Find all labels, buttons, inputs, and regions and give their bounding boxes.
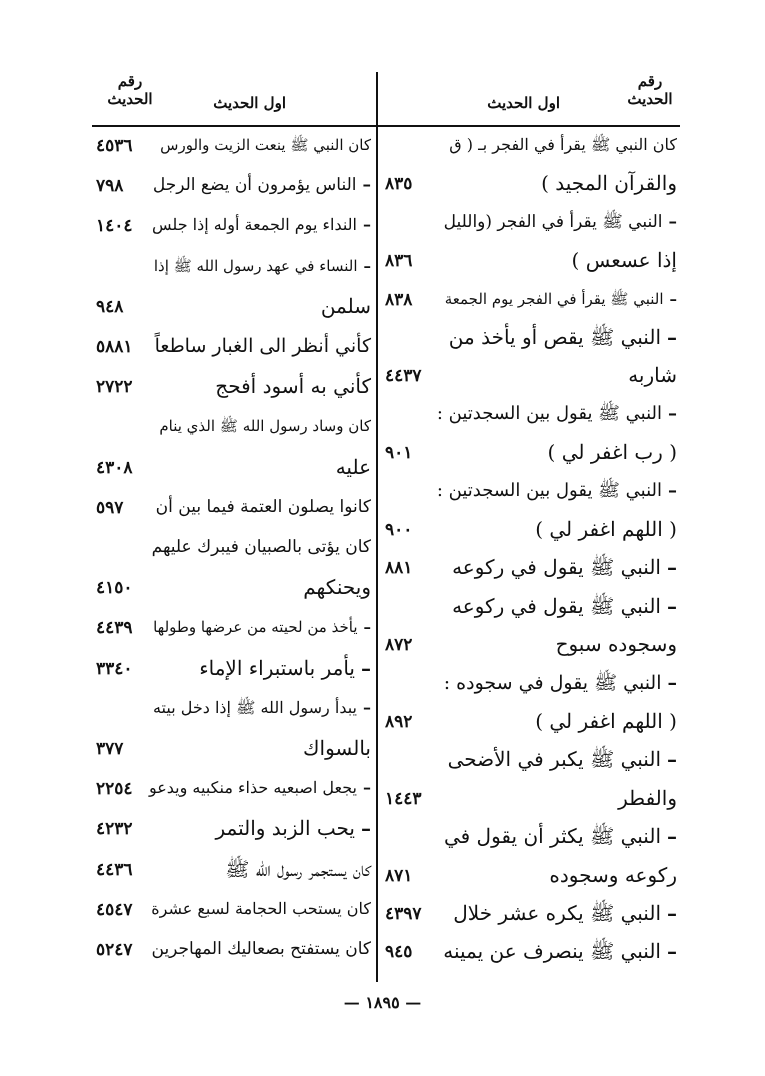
- page-number: — ١٨٩٥ —: [343, 993, 422, 1012]
- hadith-opening: [449, 322, 677, 352]
- hadith-opening: [444, 821, 677, 851]
- hadith-number: ١٤٤٣: [385, 788, 422, 809]
- hadith-number: ٤٤٣٦: [96, 859, 133, 880]
- hadith-opening: [445, 284, 677, 314]
- hadith-opening: [153, 170, 371, 200]
- hadith-opening: [215, 371, 371, 401]
- hadith-text: النبي ﷺ يقرأ في الفجر (والليل: [443, 211, 663, 232]
- index-entry: [96, 128, 371, 164]
- hadith-text: النبي ﷺ يقول بين السجدتين :: [436, 402, 662, 424]
- index-entry: [385, 934, 677, 970]
- index-entry: [385, 282, 677, 318]
- hadith-text: النبي ﷺ يقول في سجوده :: [443, 671, 662, 694]
- hadith-text: النداء يوم الجمعة أوله إذا جلس: [152, 215, 357, 235]
- hadith-opening: [303, 733, 371, 763]
- hadith-opening: [628, 360, 677, 390]
- header-rule: [92, 125, 680, 127]
- hadith-opening: [160, 130, 371, 160]
- hadith-opening: [444, 207, 677, 237]
- index-entry: [96, 651, 371, 687]
- hadith-number: ٤١٥٠: [96, 578, 133, 599]
- hadith-number: ٥٩٧: [96, 497, 124, 518]
- index-entry: [385, 819, 677, 855]
- hadith-opening: [155, 331, 371, 361]
- right-number-header: [620, 72, 680, 108]
- hadith-number: ١٤٠٤: [96, 216, 133, 237]
- hadith-opening: [437, 476, 677, 506]
- hadith-number: ٢٢٥٤: [96, 779, 133, 800]
- hadith-opening: [321, 291, 371, 321]
- repeat-dash: –: [667, 555, 677, 580]
- repeat-dash: –: [668, 479, 677, 501]
- hadith-text: كان يؤتى بالصبيان فيبرك عليهم: [151, 537, 371, 557]
- hadith-opening: [159, 411, 371, 441]
- hadith-opening: [618, 783, 677, 813]
- left-number-header: [100, 72, 160, 108]
- hadith-number: ٨٣٨: [385, 289, 413, 310]
- number-header-line1: رقم: [117, 72, 143, 90]
- hadith-text: ( اللهم اغفر لي ): [535, 709, 677, 733]
- hadith-number: ٨٧١: [385, 865, 413, 886]
- index-entry: [96, 932, 371, 968]
- hadith-text: النبي ﷺ يقول بين السجدتين :: [436, 479, 662, 501]
- hadith-opening: [151, 894, 371, 924]
- index-entry: [385, 397, 677, 433]
- hadith-text: يحب الزبد والتمر: [215, 816, 355, 841]
- hadith-number: ٤٣٠٨: [96, 457, 133, 478]
- hadith-number: ٤٥٤٧: [96, 899, 133, 920]
- hadith-opening: [535, 514, 677, 544]
- repeat-dash: –: [667, 747, 677, 772]
- column-divider: [376, 72, 378, 982]
- repeat-dash: –: [667, 824, 677, 849]
- hadith-text: كان النبي ﷺ ينعت الزيت والورس: [160, 136, 371, 154]
- index-entry: [385, 704, 677, 740]
- repeat-dash: –: [362, 175, 371, 196]
- index-entry: [385, 781, 677, 817]
- index-entry: [96, 289, 371, 325]
- repeat-dash: –: [667, 671, 677, 694]
- hadith-opening: [152, 532, 371, 562]
- hadith-text: يجعل اصبعيه حذاء منكبيه ويدعو: [148, 778, 357, 798]
- hadith-number: ٩٠٠: [385, 520, 413, 540]
- hadith-opening: [152, 934, 372, 964]
- hadith-opening: [149, 773, 371, 803]
- index-entry: [96, 490, 371, 526]
- hadith-text: النبي ﷺ يقول في ركوعه: [452, 593, 661, 618]
- hadith-opening: [156, 492, 371, 522]
- hadith-text: كان يستفتح بصعاليك المهاجرين: [151, 939, 371, 959]
- repeat-dash: –: [363, 256, 371, 275]
- hadith-number: ٤٤٣٧: [385, 366, 422, 387]
- hadith-text: ( اللهم اغفر لي ): [535, 517, 677, 541]
- hadith-number: ٨٣٦: [385, 251, 413, 272]
- hadith-opening: [448, 744, 677, 774]
- hadith-number: ٥٨٨١: [96, 337, 133, 357]
- hadith-opening: [154, 251, 371, 281]
- hadith-opening: [548, 437, 677, 467]
- hadith-number: ٧٩٨: [96, 176, 124, 197]
- hadith-text: كأني به أسود أفحج: [215, 374, 371, 399]
- hadith-number: ٤٣٩٧: [385, 904, 422, 924]
- hadith-text: كان وساد رسول الله ﷺ الذي ينام: [159, 417, 371, 436]
- repeat-dash: –: [363, 778, 371, 798]
- hadith-opening: [549, 860, 677, 890]
- hadith-opening: [443, 936, 677, 966]
- hadith-text: كأني أنظر الى الغبار ساطعاً: [154, 335, 371, 357]
- left-first-header: اول الحديث: [213, 94, 286, 112]
- hadith-opening: [453, 898, 677, 928]
- hadith-text: النبي ﷺ يقول في ركوعه: [452, 555, 661, 580]
- hadith-number: ٨٣٥: [385, 174, 413, 195]
- hadith-text: بالسواك: [303, 736, 371, 760]
- hadith-number: ٢٧٢٢: [96, 377, 133, 398]
- hadith-text: النبي ﷺ ينصرف عن يمينه: [443, 939, 661, 964]
- hadith-text: يأمر باستبراء الإماء: [199, 655, 355, 680]
- repeat-dash: –: [667, 593, 677, 618]
- hadith-text: النبي ﷺ يقص أو يأخذ من: [448, 325, 661, 349]
- hadith-opening: [449, 130, 677, 160]
- index-entry: [385, 166, 677, 202]
- index-entry: [385, 666, 677, 702]
- index-entry: [96, 610, 371, 646]
- hadith-text: سلمن: [320, 293, 371, 318]
- hadith-opening: [199, 653, 371, 683]
- index-entry: [385, 742, 677, 778]
- hadith-text: النبي ﷺ يكثر أن يقول في: [443, 824, 661, 849]
- hadith-text: النبي ﷺ يكره عشر خلال: [453, 901, 661, 925]
- hadith-opening: [215, 813, 371, 843]
- hadith-text: شاربه: [628, 363, 677, 388]
- hadith-opening: [452, 552, 677, 582]
- hadith-text: والقرآن المجيد ): [541, 171, 677, 196]
- hadith-number: ٩٤٥: [385, 942, 413, 963]
- index-entry: [96, 369, 371, 405]
- repeat-dash: –: [669, 289, 677, 308]
- index-entry: [385, 320, 677, 356]
- hadith-opening: [437, 399, 677, 429]
- repeat-dash: –: [361, 816, 371, 841]
- index-entry: [385, 589, 677, 625]
- index-entry: [385, 627, 677, 663]
- index-entry: [96, 208, 371, 244]
- hadith-text: الناس يؤمرون أن يضع الرجل: [152, 175, 357, 196]
- hadith-opening: [225, 854, 371, 884]
- index-entry: [96, 691, 371, 727]
- index-entry: [385, 435, 677, 471]
- number-header-line2: الحديث: [627, 90, 673, 108]
- hadith-text: النبي ﷺ يقرأ في الفجر يوم الجمعة: [444, 289, 664, 308]
- hadith-text: ( رب اغفر لي ): [547, 440, 677, 465]
- repeat-dash: –: [668, 402, 677, 424]
- hadith-number: ٤٤٣٩: [96, 618, 133, 639]
- hadith-opening: [152, 210, 371, 240]
- hadith-opening: [452, 591, 677, 621]
- hadith-opening: [541, 168, 677, 198]
- repeat-dash: –: [363, 697, 371, 717]
- index-entry: [385, 474, 677, 510]
- hadith-opening: [556, 629, 677, 659]
- index-entry: [96, 409, 371, 445]
- hadith-opening: [153, 612, 371, 642]
- hadith-number: ٤٢٣٢: [96, 819, 133, 840]
- repeat-dash: –: [667, 325, 677, 349]
- hadith-text: والفطر: [618, 785, 677, 810]
- index-entry: [96, 892, 371, 928]
- hadith-opening: [303, 572, 371, 602]
- index-entry: [96, 530, 371, 566]
- repeat-dash: –: [668, 211, 677, 232]
- hadith-number: ٣٧٧: [96, 739, 124, 759]
- hadith-text: كان يستحب الحجامة لسبع عشرة: [151, 898, 371, 918]
- hadith-opening: [572, 245, 677, 275]
- hadith-text: يأخذ من لحيته من عرضها وطولها: [153, 618, 358, 637]
- index-entry: [385, 550, 677, 586]
- hadith-text: كانوا يصلون العتمة فيما بين أن: [155, 496, 371, 517]
- hadith-text: ركوعه وسجوده: [549, 862, 677, 887]
- right-column-header: [380, 72, 680, 122]
- hadith-text: ويحنكهم: [303, 575, 371, 600]
- hadith-number: ٩٤٨: [96, 296, 124, 317]
- index-entry: [96, 450, 371, 486]
- right-first-header: اول الحديث: [487, 94, 560, 112]
- hadith-number: ٤٥٣٦: [96, 136, 133, 156]
- repeat-dash: –: [363, 215, 371, 235]
- index-entry: [385, 128, 677, 164]
- index-entry: [385, 205, 677, 241]
- hadith-number: ٨٧٢: [385, 635, 413, 656]
- left-column-header: [92, 72, 376, 122]
- index-entry: [96, 771, 371, 807]
- hadith-text: عليه: [335, 454, 371, 479]
- index-entry: [96, 570, 371, 606]
- hadith-opening: [444, 668, 677, 698]
- number-header-line1: رقم: [637, 72, 663, 90]
- hadith-opening: [153, 693, 371, 723]
- index-entry: [96, 168, 371, 204]
- repeat-dash: –: [667, 901, 677, 925]
- hadith-text: وسجوده سبوح: [555, 632, 677, 657]
- repeat-dash: –: [363, 618, 371, 637]
- hadith-number: ٥٢٤٧: [96, 940, 133, 960]
- number-header-line2: الحديث: [107, 90, 153, 108]
- index-entry: [385, 896, 677, 932]
- index-entry: [96, 329, 371, 365]
- hadith-text: النبي ﷺ يكبر في الأضحى: [447, 747, 661, 772]
- hadith-text: كان النبي ﷺ يقرأ في الفجر بـ ( ق: [449, 135, 677, 154]
- index-entry: [385, 512, 677, 548]
- index-entry: [96, 249, 371, 285]
- index-entry: [385, 243, 677, 279]
- repeat-dash: –: [667, 939, 677, 964]
- hadith-text: يبدأ رسول الله ﷺ إذا دخل بيته: [152, 697, 357, 717]
- index-entry: [385, 858, 677, 894]
- hadith-number: ٨٩٢: [385, 712, 413, 732]
- hadith-number: ٨٨١: [385, 558, 413, 579]
- index-entry: [385, 358, 677, 394]
- hadith-text: إذا عسعس ): [571, 248, 677, 273]
- index-entry: [96, 852, 371, 888]
- repeat-dash: –: [361, 655, 371, 680]
- index-entry: [96, 811, 371, 847]
- hadith-number: ٣٣٤٠: [96, 658, 133, 679]
- hadith-text: كان يستجمر رسول الله ﷺ: [225, 856, 371, 881]
- index-entry: [96, 731, 371, 767]
- hadith-number: ٩٠١: [385, 443, 413, 464]
- hadith-opening: [336, 452, 371, 482]
- hadith-opening: [535, 706, 677, 736]
- hadith-text: النساء في عهد رسول الله ﷺ إذا: [153, 256, 358, 275]
